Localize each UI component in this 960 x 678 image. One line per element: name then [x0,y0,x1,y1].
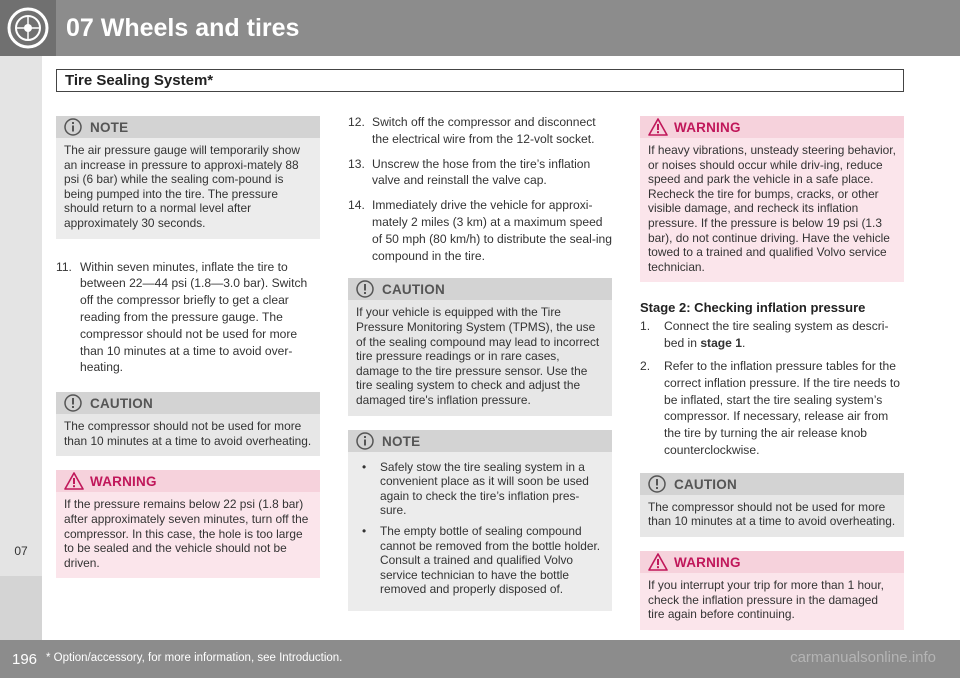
step-number: 12. [348,115,365,129]
bullet-text: Safely stow the tire sealing system in a convenient place as it will soon be used again to check the tire’s inflation pres-sure. [380,459,589,518]
caution-text: The compressor should not be used for more than 10 minutes at a time to avoid overheating. [64,419,312,448]
note-label: NOTE [90,120,129,135]
step-text: Switch off the compressor and disconnect the electrical wire from the 12-volt socket. [372,115,596,146]
warning-triangle-icon [648,118,668,136]
warning-text: If you interrupt your trip for more than 1 hour, check the inflation pressure in the damaged tire again before continuing. [648,577,884,622]
info-icon [64,118,82,136]
step-number: 1. [640,319,651,334]
caution-label: CAUTION [674,476,737,492]
exclamation-icon [64,394,82,412]
caution-box [348,278,612,415]
caution-box [640,473,904,537]
step-number: 13. [348,156,365,171]
step-12 [348,114,612,148]
column-1 [56,116,320,592]
caution-box [56,392,320,456]
stage-2-heading: Stage 2: Checking inflation pressure [640,300,866,316]
step-text: Unscrew the hose from the tire’s inflation valve and reinstall the valve cap. [372,156,591,188]
caution-text: If your vehicle is equipped with the Tire Pressure Monitoring System (TPMS), the use of the sealing compound may lead to incorrect tire pressure readings or in rare cases, damage to the tire pressure sensor. Use the tire sealing system to check and adjust the damaged tire's inflation pressure. [356,305,600,407]
bullet-dot: • [362,459,367,474]
step-13 [348,156,612,190]
chapter-side-tab [0,56,42,640]
column-3 [640,116,904,644]
note-box [56,116,320,239]
warning-text: If heavy vibrations, unsteady steering behavior, or noises should occur while driv-ing, reduce speed and park the vehicle in a safe place. Recheck the tire for bumps, cracks, or other visible damage, and recheck its inflation pressure. If the pressure is below 19 psi (1.3 bar), do not continue driving. Have the vehicle towed to a trained and qualified Volvo service technician. [648,143,896,274]
step-text: Connect the tire sealing system as descri-bed in [664,319,889,351]
caution-box-header [56,392,320,414]
warning-box [640,116,904,282]
bullet-dot: • [362,523,367,538]
caution-box-header [640,473,904,495]
warning-triangle-icon [64,472,84,490]
step-number: 11. [56,259,72,274]
column-2 [348,114,612,625]
side-chapter-number: 07 [14,544,28,558]
chapter-title: 07 Wheels and tires [66,14,300,42]
page-number: 196 [12,651,38,668]
warning-box-header [56,470,320,492]
bullet-item [356,524,604,597]
stage2-step-1 [640,318,904,352]
warning-triangle-icon [648,553,668,571]
note-box [348,430,612,611]
chapter-header [0,0,960,56]
side-tab-panel [0,56,42,576]
exclamation-icon [648,475,666,493]
warning-label: WARNING [674,554,741,570]
warning-label: WARNING [674,120,741,135]
warning-box-header [640,551,904,573]
exclamation-icon [356,280,374,298]
warning-box [640,551,904,630]
caution-label: CAUTION [90,396,153,412]
watermark: carmanualsonline.info [790,649,936,666]
step-text: Within seven minutes, inflate the tire to between 22—44 psi (1.8—3.0 bar). Switch off the compressor briefly to get a clear reading from the pressure gauge. The compressor should not be used for more than 10 minutes at a time to avoid over-heating. [80,259,308,375]
warning-box-header [640,116,904,138]
bullet-item [356,460,604,518]
step-text: Immediately drive the vehicle for approxi-mately 2 miles (3 km) at a maximum speed of 50 mph (80 km/h) to distribute the seal-ing compound in the tire. [372,198,612,263]
step-text-end: . [742,336,746,351]
warning-text: If the pressure remains below 22 psi (1.8 bar) after approximately seven minutes, turn off the compressor. In this case, the hole is too large to be sealed and the vehicle should not be driven. [64,497,309,570]
note-box-header [348,430,612,452]
note-label: NOTE [382,433,421,449]
note-text: The air pressure gauge will temporarily show an increase in pressure to approxi-mately 88 psi (6 bar) while the sealing com-pound is being pumped into the tire. The pressure should return to a normal level after approximately 30 seconds. [64,143,300,230]
step-11 [56,259,320,377]
section-title-bar [56,69,904,92]
stage2-step-2 [640,358,904,459]
bullet-text: The empty bottle of sealing compound cannot be removed from the bottle holder. Consult a trained and qualified Volvo service technician to have the bottle removed and properly disposed of. [380,523,601,597]
wheel-icon-box [0,0,56,56]
caution-label: CAUTION [382,282,445,298]
section-title: Tire Sealing System* [65,72,214,89]
warning-label: WARNING [90,474,157,490]
info-icon [356,432,374,450]
step-number: 2. [640,358,651,373]
wheel-icon [6,6,50,50]
note-box-header [56,116,320,138]
step-14 [348,197,612,264]
step-number: 14. [348,198,365,213]
step-text-bold: stage 1 [700,336,742,351]
step-text: Refer to the inflation pressure tables for the correct inflation pressure. If the tire needs to be inflated, start the tire sealing system’s compressor. If necessary, release air from the tire by turning the air release knob counterclockwise. [664,358,900,457]
caution-text: The compressor should not be used for more than 10 minutes at a time to avoid overheating. [648,499,896,529]
page-footer [0,640,960,678]
warning-box [56,470,320,578]
footnote: * Option/accessory, for more information, see Introduction. [46,652,343,664]
note-body [348,452,612,611]
caution-box-header [348,278,612,300]
